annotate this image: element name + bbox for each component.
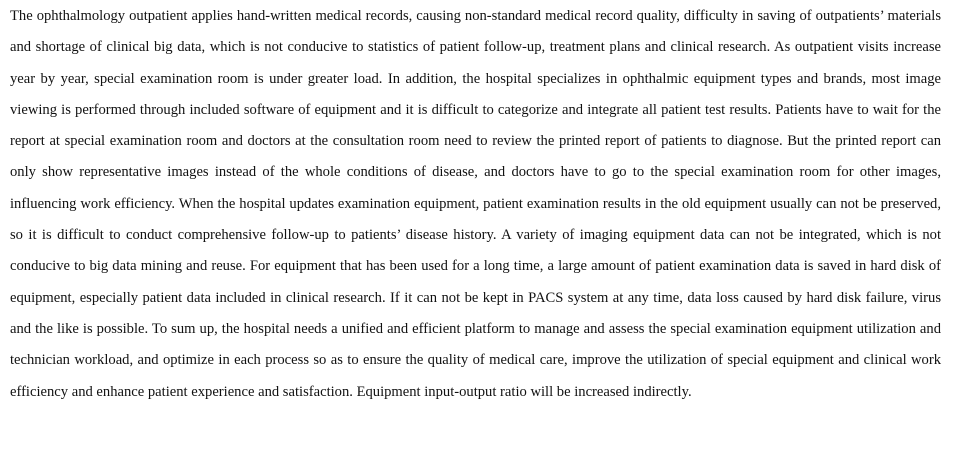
body-paragraph: The ophthalmology outpatient applies hand-written medical records, causing non-standard medical record quality, difficulty in saving of outpatients’ materials and shortage of clinical big data, which is not conducive to statistics of patient follow-up, treatment plans and clinical research. As outpatient visits increase year by year, special examination room is under greater load. In addition, the hospital specializes in ophthalmic equipment types and brands, most image viewing is performed through included software of equipment and it is difficult to categorize and integrate all patient test results. Patients have to wait for the report at special examination room and doctors at the consultation room need to review the printed report of patients to diagnose. But the printed report can only show representative images instead of the whole conditions of disease, and doctors have to go to the special examination room for other images, influencing work efficiency. When the hospital updates examination equipment, patient examination results in the old equipment usually can not be preserved, so it is difficult to conduct comprehensive follow-up to patients’ disease history. A variety of imaging equipment data can not be integrated, which is not conducive to big data mining and reuse. For equipment that has been used for a long time, a large amount of patient examination data is saved in hard disk of equipment, especially patient data included in clinical research. If it can not be kept in PACS system at any time, data loss caused by hard disk failure, virus and the like is possible. To sum up, the hospital needs a unified and efficient platform to manage and assess the special examination equipment utilization and technician workload, and optimize in each process so as to ensure the quality of medical care, improve the utilization of special equipment and clinical work efficiency and enhance patient experience and satisfaction. Equipment input-output ratio will be increased indirectly.	[10, 8, 941, 400]
